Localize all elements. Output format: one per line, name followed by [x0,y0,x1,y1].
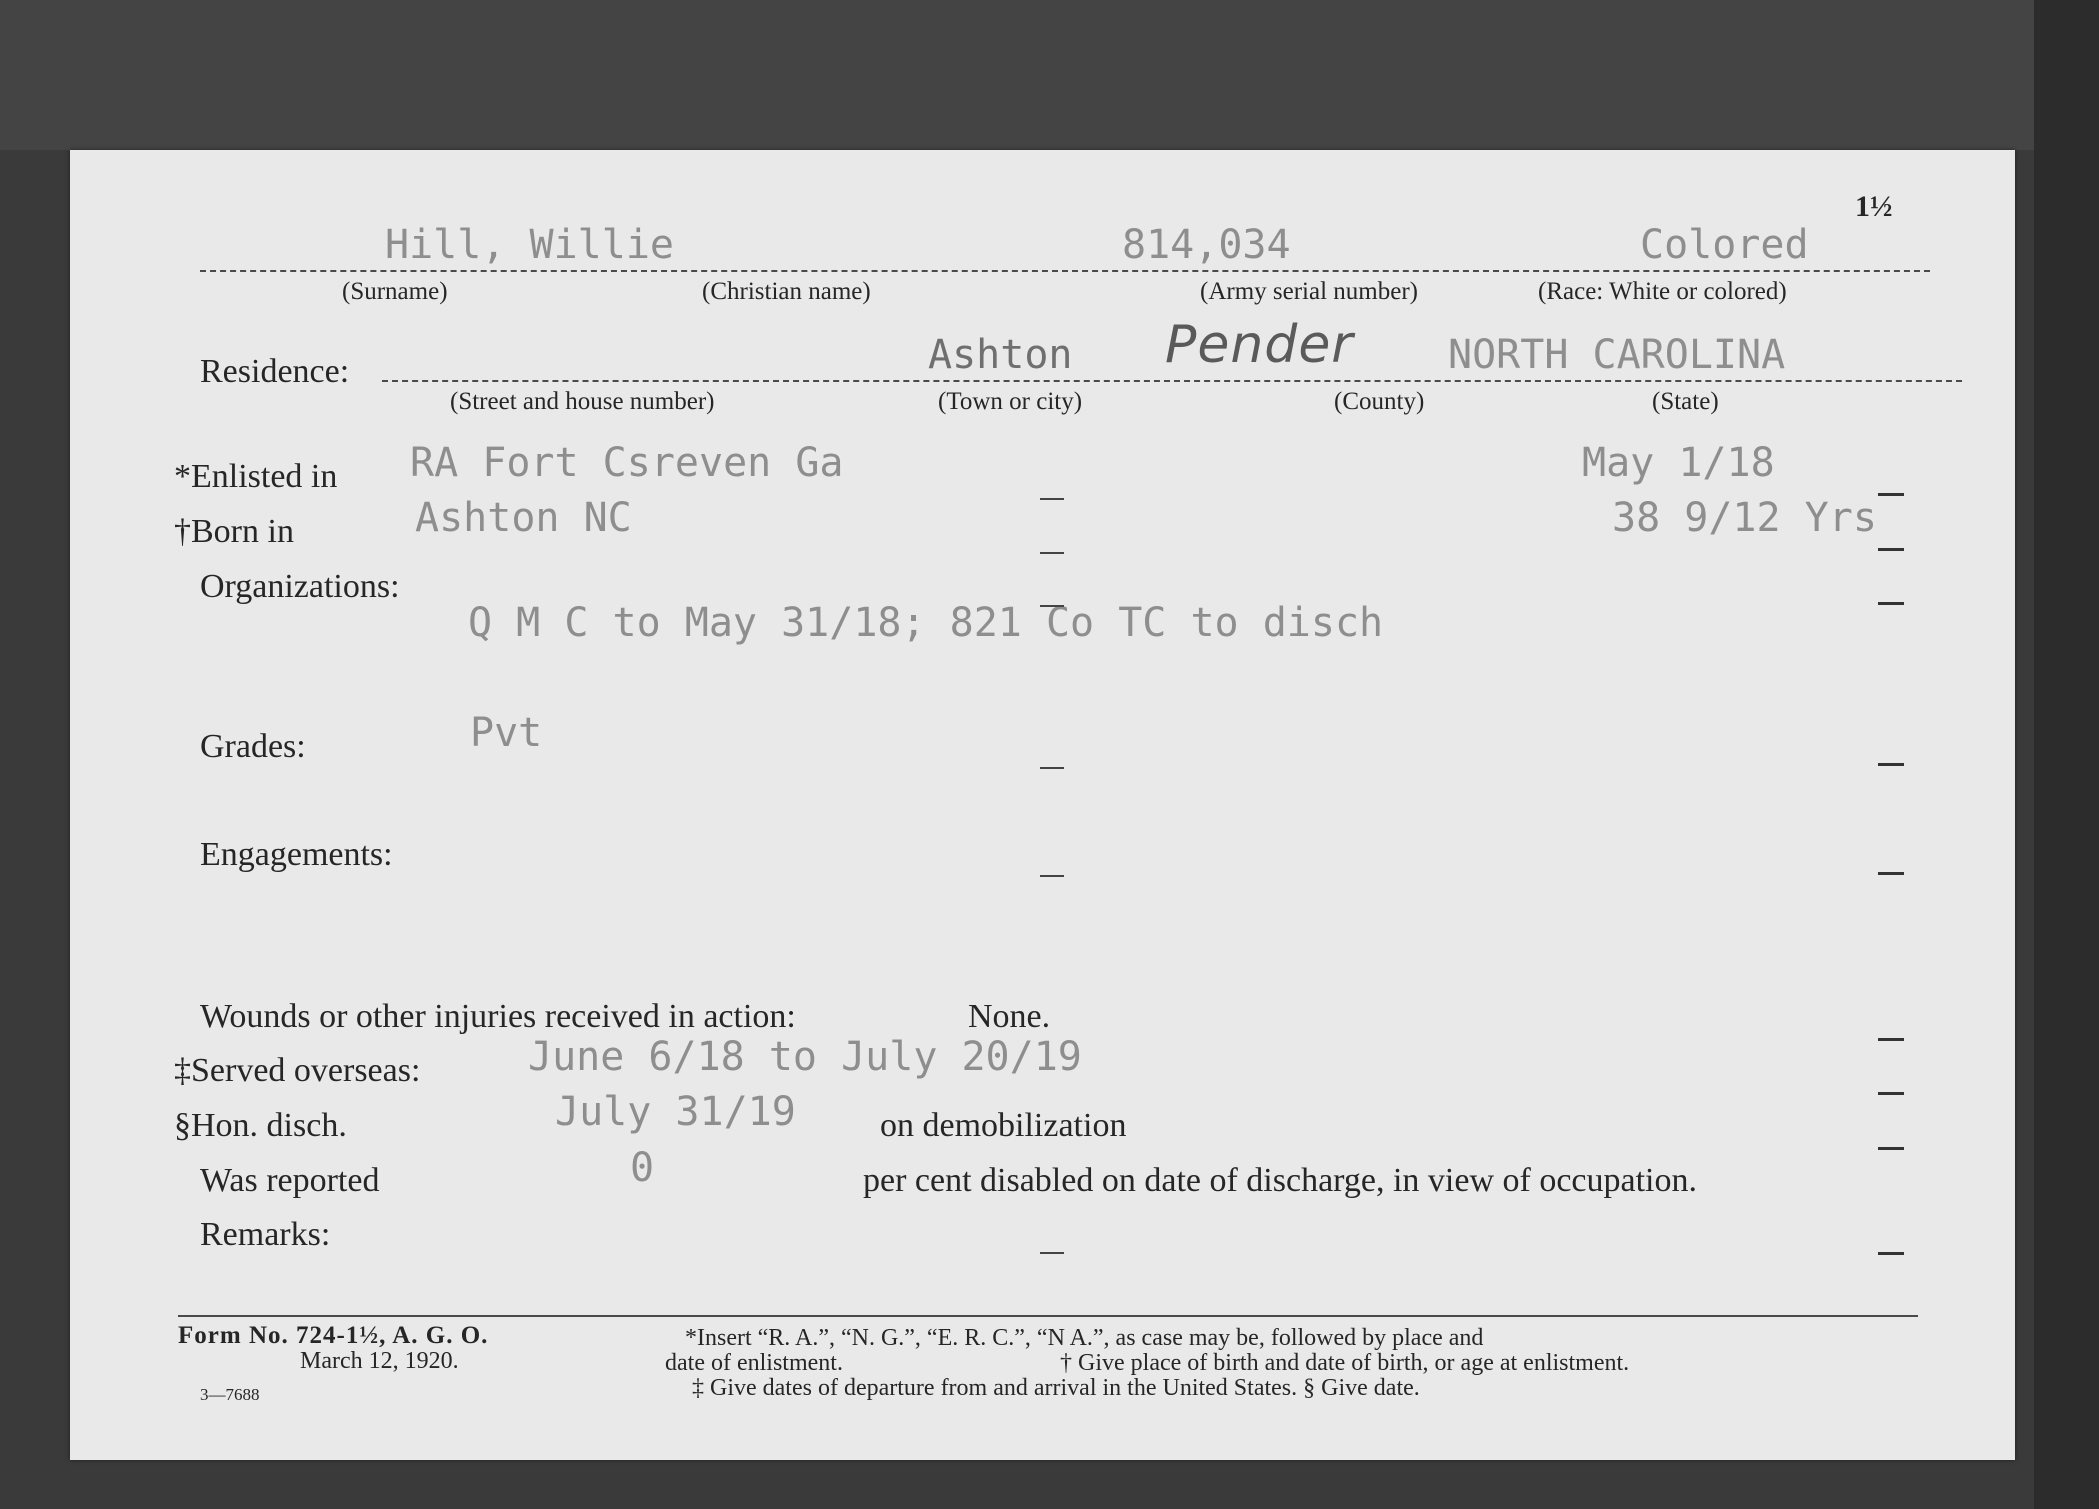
born-tick [1878,548,1904,551]
form-number: Form No. 724-1½, A. G. O. [178,1322,489,1349]
born-dash [1040,552,1064,554]
surname-name-value: Hill, Willie [385,222,674,268]
county-label: (County) [1334,388,1425,415]
wounds-tick [1878,1038,1904,1041]
state-label: (State) [1652,388,1719,415]
hon-disch-value: July 31/19 [555,1089,796,1135]
enlisted-dash [1040,498,1064,500]
wounds-label: Wounds or other injuries received in action: [200,998,796,1035]
name-line [200,270,1930,272]
born-label: †Born in [174,513,294,550]
born-place-value: Ashton NC [415,495,632,541]
enlisted-date-value: May 1/18 [1582,440,1775,486]
footnote-overseas: ‡ Give dates of departure from and arrival in the United States. § Give date. [692,1375,1420,1401]
residence-line [382,380,1962,382]
hon-disch-suffix: on demobilization [880,1107,1127,1144]
state-value: NORTH CAROLINA [1448,332,1786,378]
reported-suffix: per cent disabled on date of discharge, in view of occupation. [863,1162,1697,1199]
grades-label: Grades: [200,728,306,765]
reported-percent-value: 0 [630,1145,655,1191]
card-corner-number: 1½ [1855,190,1893,223]
engagements-tick [1878,872,1904,875]
hon-disch-label: §Hon. disch. [174,1107,347,1144]
form-date: March 12, 1920. [300,1348,459,1374]
remarks-tick [1878,1252,1904,1255]
town-value: Ashton [928,332,1073,378]
residence-label: Residence: [200,353,350,390]
grades-dash [1040,767,1064,769]
organizations-label: Organizations: [200,568,400,605]
remarks-dash [1040,1252,1064,1254]
organizations-dash [1040,605,1064,607]
remarks-label: Remarks: [200,1216,331,1253]
enlisted-place-value: RA Fort Csreven Ga [410,440,844,486]
footnote-enlistment: date of enlistment. [665,1350,843,1376]
served-overseas-tick [1878,1092,1904,1095]
organizations-tick [1878,602,1904,605]
street-label: (Street and house number) [450,388,715,415]
county-value: Pender [1165,315,1354,375]
grades-tick [1878,763,1904,766]
footnote-birth: † Give place of birth and date of birth, or age at enlistment. [1060,1350,1630,1376]
serial-label: (Army serial number) [1200,278,1418,305]
engagements-label: Engagements: [200,836,393,873]
hon-disch-tick [1878,1147,1904,1150]
race-label: (Race: White or colored) [1538,278,1787,305]
grades-value: Pvt [470,710,543,756]
reported-label: Was reported [200,1162,380,1199]
record-card [70,150,2015,1460]
footer-rule [178,1315,1918,1317]
engagements-dash [1040,875,1064,877]
enlisted-tick [1878,493,1904,496]
serial-number-value: 814,034 [1122,222,1291,268]
town-label: (Town or city) [938,388,1083,415]
race-value: Colored [1640,222,1809,268]
background-right-band [2034,0,2099,1509]
organizations-value: Q M C to May 31/18; 821 Co TC to disch [468,600,1384,646]
served-overseas-value: June 6/18 to July 20/19 [528,1034,1082,1080]
served-overseas-label: ‡Served overseas: [174,1052,421,1089]
surname-label: (Surname) [342,278,448,305]
enlisted-label: *Enlisted in [174,458,338,495]
born-age-value: 38 9/12 Yrs [1612,495,1877,541]
footnote-insert: *Insert “R. A.”, “N. G.”, “E. R. C.”, “N A.”, as case may be, followed by place and [685,1325,1484,1351]
background-top-band [0,0,2099,150]
print-code: 3—7688 [200,1385,260,1404]
wounds-value: None. [968,998,1051,1035]
christian-name-label: (Christian name) [702,278,871,305]
